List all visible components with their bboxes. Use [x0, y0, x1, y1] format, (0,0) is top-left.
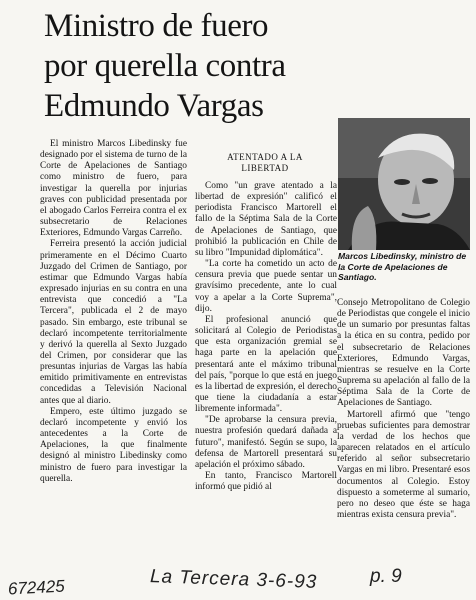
paragraph: El profesional anunció que solicitará al Colegio de Periodistas que esta organización gremial se haga parte en la apelación que presentará ante el máximo tribunal del país, "porque lo que está en juego es la libertad de expresión, el derecho que tiene la ciudadanía a estar libremente informada".	[195, 314, 337, 415]
headline-line: Ministro de fuero	[44, 8, 269, 44]
article-column-3	[337, 298, 470, 521]
paragraph: Martorell afirmó que "tengo pruebas suficientes para demostrar la verdad de los hechos que aparecen relatados en el artículo referido al señor subsecretario Vargas en mi libro. Presentaré esos documentos al Colegio. Estoy dispuesto a someterme al sumario, pero no deseo que éste se haga mientras exista censura previa".	[337, 409, 470, 520]
paragraph: Empero, este último juzgado se declaró incompetente y envió los antecedentes a la Corte de Apelaciones, la que finalmente designó al ministro Libedinsky como ministro de fuero para investigar la querella.	[40, 406, 187, 484]
headline-line: Edmundo Vargas	[44, 88, 264, 124]
headline-line: por querella contra	[44, 48, 286, 84]
paragraph: "La corte ha cometido un acto de censura previa que puede sentar un gravísimo precedente, ante lo cual voy a apelar a la Corte Suprema", dijo.	[195, 259, 337, 314]
paragraph: Consejo Metropolitano de Colegio de Periodistas que congele el inicio de un sumario por presuntas faltas a la ética en su contra, pedido por el subsecretario de Relaciones Exteriores, Edmundo Vargas, mientras se resuelve en la Corte Suprema su apelación al fallo de la Séptima Sala de la Corte de Apelaciones de Santiago.	[337, 298, 470, 409]
portrait-illustration	[338, 118, 470, 250]
handwritten-page-note: p. 9	[370, 566, 402, 587]
handwritten-source-note: La Tercera 3-6-93	[149, 566, 318, 593]
headline	[44, 6, 334, 126]
paragraph: "De aprobarse la censura previa, nuestra profesión quedará dañada a futuro", manifestó. Según se supo, la defensa de Martorell presentará su apelación el próximo sábado.	[195, 415, 337, 470]
article-column-1	[40, 139, 187, 485]
paragraph: Como "un grave atentado a la libertad de expresión" calificó el periodista Francisco Martorell el fallo de la Séptima Sala de la Corte de Apelaciones de Santiago, que prohibió la publicación en Chile de su libro "Impunidad diplomática".	[195, 181, 337, 258]
section-kicker: ATENTADO A LA LIBERTAD	[227, 152, 303, 173]
article-column-2	[195, 181, 337, 493]
portrait-photo	[338, 118, 470, 250]
paragraph: En tanto, Francisco Martorell informó que pidió al	[195, 471, 337, 493]
photo-caption: Marcos Libedinsky, ministro de la Corte de Apelaciones de Santiago.	[338, 251, 467, 282]
paragraph: Ferreira presentó la acción judicial primeramente en el Décimo Cuarto Juzgado del Crimen de Santiago, por estimar que Edmundo Vargas había expresado injurias en su contra en una entrevista que concedió a "La Tercera", publicada el 2 de mayo pasado. Sin embargo, este tribunal se declaró incompetente territorialmente y derivó la querella al Sexto Juzgado del Crimen, por considerar que las presuntas injurias de Vargas las había emitido primitivamente en entrevistas concedidas a Televisión Nacional antes que al diario.	[40, 239, 187, 406]
paragraph: El ministro Marcos Libedinsky fue designado por el sistema de turno de la Corte de Apelaciones de Santiago como ministro de fuero, para investigar la querella por injurias graves con publicidad presentada por el abogado Carlos Ferreira contra el ex subsecretario de Relaciones Exteriores, Edmundo Vargas Carreño.	[40, 139, 187, 239]
handwritten-archive-code: 672425	[7, 576, 66, 599]
